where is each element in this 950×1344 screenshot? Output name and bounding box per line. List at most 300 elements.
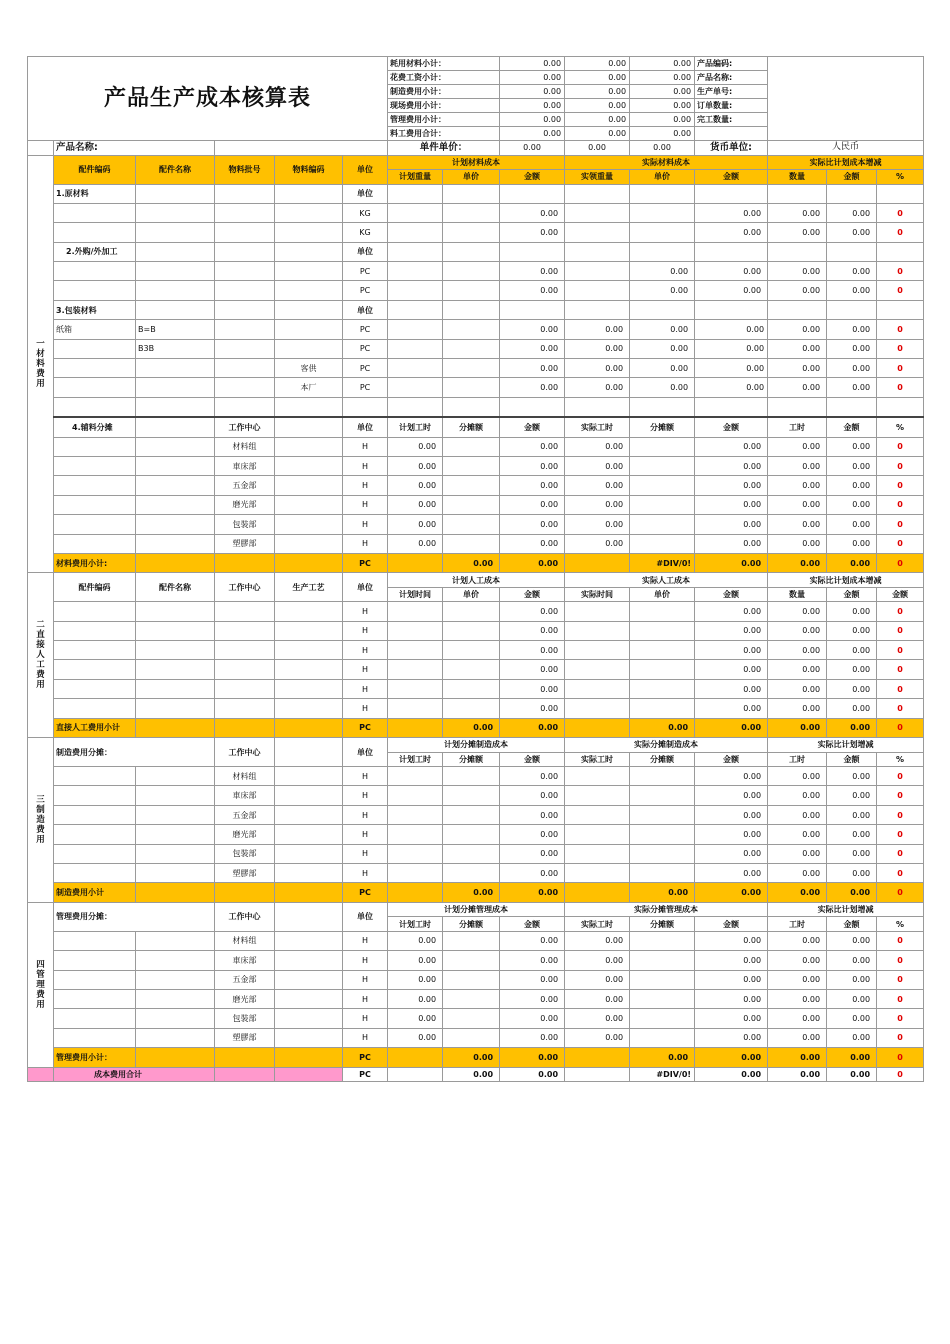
value-cell: 0.00 xyxy=(768,1067,827,1082)
blank-cell xyxy=(443,359,500,378)
value-cell: 0.00 xyxy=(500,805,565,824)
part-name-cell: B3B xyxy=(136,339,215,358)
blank-cell xyxy=(443,602,500,621)
top-right-label: 订单数量: xyxy=(695,99,768,113)
percent-cell: 0 xyxy=(877,437,924,456)
top-right-label: 完工数量: xyxy=(695,113,768,127)
col-header: 配件编码 xyxy=(54,155,136,184)
sub-header: 计划工时 xyxy=(388,917,443,932)
blank-cell xyxy=(565,621,630,640)
blank-cell xyxy=(275,738,343,767)
unit-cell: H xyxy=(343,602,388,621)
percent-cell: 0 xyxy=(877,767,924,786)
blank-cell xyxy=(54,262,136,281)
blank-cell xyxy=(275,931,343,950)
col-header: 金额 xyxy=(695,417,768,437)
unit-cell: PC xyxy=(343,359,388,378)
mfg-header-row xyxy=(28,738,924,753)
total-label: 成本费用合计 xyxy=(54,1067,215,1082)
unit-cell: H xyxy=(343,989,388,1008)
value-cell: 0.00 xyxy=(388,534,443,553)
blank-cell xyxy=(54,456,136,475)
blank-cell xyxy=(54,397,136,417)
percent-cell: 0 xyxy=(877,844,924,863)
group-header: 计划人工成本 xyxy=(388,573,565,588)
blank-cell xyxy=(388,223,443,242)
work-center-cell: 材料组 xyxy=(215,931,275,950)
blank-cell xyxy=(695,397,768,417)
value-cell: 0.00 xyxy=(500,553,565,572)
top-value: 0.00 xyxy=(565,127,630,141)
sub-header: % xyxy=(877,917,924,932)
material-code-cell xyxy=(275,320,343,339)
blank-cell xyxy=(215,262,275,281)
value-cell: 0.00 xyxy=(827,320,877,339)
value-cell: 0.00 xyxy=(630,320,695,339)
value-cell: 0.00 xyxy=(827,602,877,621)
unit-price-value: 0.00 xyxy=(565,141,630,156)
blank-cell xyxy=(565,1048,630,1067)
unit-cell: H xyxy=(343,767,388,786)
value-cell: 0.00 xyxy=(768,515,827,534)
value-cell: 0.00 xyxy=(827,262,877,281)
work-center-cell: 車床部 xyxy=(215,951,275,970)
value-cell: 0.00 xyxy=(500,495,565,514)
sub-header: 金额 xyxy=(695,170,768,185)
value-cell: 0.00 xyxy=(827,621,877,640)
unit-cell: H xyxy=(343,679,388,698)
value-cell: 0.00 xyxy=(500,931,565,950)
table-row xyxy=(28,951,924,970)
percent-cell: 0 xyxy=(877,515,924,534)
blank-cell xyxy=(136,262,215,281)
blank-cell xyxy=(630,699,695,718)
part-name-cell xyxy=(136,378,215,397)
value-cell: 0.00 xyxy=(695,970,768,989)
percent-cell: 0 xyxy=(877,534,924,553)
blank-cell xyxy=(388,786,443,805)
top-value: 0.00 xyxy=(630,99,695,113)
blank-cell xyxy=(877,242,924,261)
blank-cell xyxy=(443,223,500,242)
blank-cell xyxy=(343,397,388,417)
percent-cell: 0 xyxy=(877,320,924,339)
blank-cell xyxy=(275,621,343,640)
subtotal-label: 制造费用小计 xyxy=(54,883,136,902)
work-center-cell: 磨光部 xyxy=(215,495,275,514)
blank-cell xyxy=(54,970,136,989)
value-cell: 0.00 xyxy=(695,844,768,863)
col-header: 配件编码 xyxy=(54,573,136,602)
material-code-cell: 客供 xyxy=(275,359,343,378)
blank-cell xyxy=(630,456,695,475)
value-cell: 0.00 xyxy=(827,786,877,805)
blank-cell xyxy=(136,621,215,640)
value-cell: #DIV/0! xyxy=(630,553,695,572)
value-cell: 0.00 xyxy=(500,621,565,640)
value-cell: 0.00 xyxy=(768,223,827,242)
blank-cell xyxy=(630,844,695,863)
value-cell: 0.00 xyxy=(500,767,565,786)
blank-cell xyxy=(827,242,877,261)
sub-header: 金额 xyxy=(827,587,877,602)
value-cell: 0.00 xyxy=(565,515,630,534)
group-header: 实际分摊制造成本 xyxy=(565,738,768,753)
blank-cell xyxy=(565,262,630,281)
unit-header: 单位 xyxy=(343,300,388,319)
col-header: 物料编码 xyxy=(275,155,343,184)
top-row xyxy=(28,57,924,71)
value-cell: 0.00 xyxy=(695,1028,768,1047)
value-cell: 0.00 xyxy=(768,281,827,300)
blank-cell xyxy=(443,184,500,203)
value-cell: 0.00 xyxy=(565,1028,630,1047)
top-right-label xyxy=(695,127,768,141)
blank-cell xyxy=(388,1048,443,1067)
material-code-cell xyxy=(275,339,343,358)
top-value: 0.00 xyxy=(500,99,565,113)
blank-cell xyxy=(54,805,136,824)
value-cell: 0.00 xyxy=(500,456,565,475)
sub-header: % xyxy=(877,752,924,767)
col-header: 分摊额 xyxy=(630,417,695,437)
value-cell: 0.00 xyxy=(768,534,827,553)
top-right-label: 产品编码: xyxy=(695,57,768,71)
part-name-cell xyxy=(136,359,215,378)
table-row xyxy=(28,359,924,378)
blank-cell xyxy=(565,786,630,805)
value-cell: 0.00 xyxy=(827,767,877,786)
blank-cell xyxy=(136,931,215,950)
blank-cell xyxy=(630,397,695,417)
value-cell: 0.00 xyxy=(768,931,827,950)
unit-cell: H xyxy=(343,931,388,950)
table-row xyxy=(28,602,924,621)
value-cell: 0.00 xyxy=(500,1067,565,1082)
blank-cell xyxy=(388,359,443,378)
blank-cell xyxy=(136,602,215,621)
value-cell: 0.00 xyxy=(500,883,565,902)
blank-cell xyxy=(443,864,500,883)
blank-cell xyxy=(275,660,343,679)
unit-cell: H xyxy=(343,844,388,863)
top-label: 管理费用小计： xyxy=(388,113,500,127)
sub-header: 分摊额 xyxy=(630,752,695,767)
blank-cell xyxy=(500,242,565,261)
unit-price-label: 单件单价： xyxy=(388,141,500,156)
value-cell: 0.00 xyxy=(500,281,565,300)
blank-cell xyxy=(136,281,215,300)
blank-cell xyxy=(275,1009,343,1028)
blank-cell xyxy=(136,437,215,456)
blank-cell xyxy=(443,660,500,679)
value-cell: 0.00 xyxy=(827,1067,877,1082)
col-header: 工作中心 xyxy=(215,902,275,931)
total-row xyxy=(28,1067,924,1082)
blank-cell xyxy=(215,883,275,902)
blank-cell xyxy=(565,660,630,679)
blank-cell xyxy=(275,902,343,931)
group-header: 计划材料成本 xyxy=(388,155,565,170)
value-cell: 0.00 xyxy=(827,660,877,679)
value-cell: 0.00 xyxy=(827,989,877,1008)
value-cell: 0.00 xyxy=(443,718,500,737)
unit-cell: PC xyxy=(343,553,388,572)
table-row xyxy=(28,495,924,514)
value-cell: 0.00 xyxy=(827,515,877,534)
blank-cell xyxy=(136,786,215,805)
value-cell: 0.00 xyxy=(827,476,877,495)
blank-cell xyxy=(54,844,136,863)
blank-cell xyxy=(28,1067,54,1082)
blank-cell xyxy=(443,621,500,640)
work-center-cell: 塑膠部 xyxy=(215,534,275,553)
unit-cell: PC xyxy=(343,1067,388,1082)
value-cell: 0.00 xyxy=(827,970,877,989)
value-cell: 0.00 xyxy=(768,320,827,339)
top-value: 0.00 xyxy=(500,71,565,85)
blank-cell xyxy=(827,397,877,417)
table-row xyxy=(28,1028,924,1047)
value-cell: 0.00 xyxy=(565,951,630,970)
blank-cell xyxy=(877,397,924,417)
blank-cell xyxy=(388,825,443,844)
blank-cell xyxy=(443,679,500,698)
blank-cell xyxy=(565,203,630,222)
blank-cell xyxy=(630,515,695,534)
blank-cell xyxy=(443,951,500,970)
blank-cell xyxy=(136,300,215,319)
value-cell: 0.00 xyxy=(768,679,827,698)
blank-cell xyxy=(695,242,768,261)
blank-cell xyxy=(630,300,695,319)
sub-header: 单价 xyxy=(630,587,695,602)
blank-cell xyxy=(768,242,827,261)
blank-cell xyxy=(565,883,630,902)
unit-cell: H xyxy=(343,1009,388,1028)
table-row xyxy=(28,970,924,989)
blank-cell xyxy=(388,767,443,786)
blank-cell xyxy=(136,1009,215,1028)
group-header: 计划分摊制造成本 xyxy=(388,738,565,753)
blank-cell xyxy=(54,951,136,970)
value-cell: 0.00 xyxy=(500,1009,565,1028)
blank-cell xyxy=(54,476,136,495)
blank-cell xyxy=(630,621,695,640)
section-manufacturing: 三制造费用 xyxy=(28,738,54,903)
blank-cell xyxy=(630,679,695,698)
blank-cell xyxy=(54,515,136,534)
blank-cell xyxy=(388,602,443,621)
value-cell: 0.00 xyxy=(695,1009,768,1028)
value-cell: 0.00 xyxy=(695,699,768,718)
blank-cell xyxy=(215,718,275,737)
blank-cell xyxy=(54,931,136,950)
blank-cell xyxy=(695,184,768,203)
value-cell: 0.00 xyxy=(768,339,827,358)
blank-cell xyxy=(215,699,275,718)
work-center-cell: 包裝部 xyxy=(215,844,275,863)
blank-cell xyxy=(215,281,275,300)
category-label: 1.原材料 xyxy=(54,184,136,203)
unit-cell: PC xyxy=(343,262,388,281)
blank-cell xyxy=(500,397,565,417)
value-cell: 0.00 xyxy=(695,621,768,640)
value-cell: 0.00 xyxy=(695,262,768,281)
table-row xyxy=(28,825,924,844)
unit-cell: H xyxy=(343,641,388,660)
value-cell: 0.00 xyxy=(630,262,695,281)
unit-cell: H xyxy=(343,699,388,718)
value-cell: 0.00 xyxy=(768,1009,827,1028)
value-cell: 0.00 xyxy=(500,476,565,495)
blank-cell xyxy=(630,864,695,883)
value-cell: 0.00 xyxy=(500,339,565,358)
sub-header: 实际时间 xyxy=(565,587,630,602)
blank-cell xyxy=(443,844,500,863)
value-cell: 0.00 xyxy=(500,660,565,679)
blank-cell xyxy=(443,437,500,456)
blank-cell xyxy=(215,1067,275,1082)
value-cell: 0.00 xyxy=(500,641,565,660)
subtotal-row xyxy=(28,1048,924,1067)
unit-cell: H xyxy=(343,456,388,475)
work-center-cell: 車床部 xyxy=(215,786,275,805)
percent-cell: 0 xyxy=(877,1067,924,1082)
value-cell: 0.00 xyxy=(827,883,877,902)
table-row xyxy=(28,767,924,786)
blank-cell xyxy=(388,203,443,222)
sub-header: 工时 xyxy=(768,917,827,932)
blank-cell xyxy=(136,641,215,660)
unit-cell: H xyxy=(343,970,388,989)
value-cell: 0.00 xyxy=(388,476,443,495)
value-cell: 0.00 xyxy=(500,437,565,456)
percent-cell: 0 xyxy=(877,718,924,737)
blank-cell xyxy=(136,553,215,572)
value-cell: 0.00 xyxy=(827,378,877,397)
blank-cell xyxy=(388,378,443,397)
percent-cell: 0 xyxy=(877,989,924,1008)
group-header: 实际材料成本 xyxy=(565,155,768,170)
percent-cell: 0 xyxy=(877,281,924,300)
unit-cell: KG xyxy=(343,223,388,242)
col-header: 工作中心 xyxy=(215,573,275,602)
table-row xyxy=(28,805,924,824)
unit-cell: H xyxy=(343,495,388,514)
value-cell: 0.00 xyxy=(565,495,630,514)
blank-cell xyxy=(275,281,343,300)
col-header: 计划工时 xyxy=(388,417,443,437)
sub-header: 金额 xyxy=(500,752,565,767)
top-right-label: 生产单号: xyxy=(695,85,768,99)
blank-cell xyxy=(443,262,500,281)
value-cell: 0.00 xyxy=(630,339,695,358)
value-cell: 0.00 xyxy=(768,1028,827,1047)
blank-cell xyxy=(565,602,630,621)
blank-cell xyxy=(630,242,695,261)
unit-cell: H xyxy=(343,515,388,534)
blank-cell xyxy=(443,515,500,534)
blank-cell xyxy=(443,805,500,824)
blank-cell xyxy=(136,825,215,844)
section-material: 一材料费用 xyxy=(28,155,54,573)
unit-cell: H xyxy=(343,825,388,844)
group-header: 实际比计划成本增减 xyxy=(768,573,924,588)
blank-cell xyxy=(388,844,443,863)
top-value: 0.00 xyxy=(500,127,565,141)
table-row xyxy=(28,641,924,660)
value-cell: 0.00 xyxy=(827,699,877,718)
blank-cell xyxy=(565,300,630,319)
table-row xyxy=(28,437,924,456)
blank-cell xyxy=(630,476,695,495)
value-cell: 0.00 xyxy=(500,203,565,222)
value-cell: 0.00 xyxy=(827,281,877,300)
value-cell: 0.00 xyxy=(388,931,443,950)
value-cell: 0.00 xyxy=(827,805,877,824)
table-row xyxy=(28,534,924,553)
value-cell: 0.00 xyxy=(695,515,768,534)
value-cell: 0.00 xyxy=(500,1028,565,1047)
percent-cell: 0 xyxy=(877,660,924,679)
sub-header: 分摊额 xyxy=(630,917,695,932)
blank-cell xyxy=(275,1067,343,1082)
sub-header: 金额 xyxy=(827,752,877,767)
value-cell: 0.00 xyxy=(695,989,768,1008)
sub-header: 金额 xyxy=(500,587,565,602)
value-cell: 0.00 xyxy=(827,203,877,222)
unit-price-value: 0.00 xyxy=(500,141,565,156)
blank-cell xyxy=(565,397,630,417)
value-cell: 0.00 xyxy=(443,1067,500,1082)
work-center-cell: 包裝部 xyxy=(215,1009,275,1028)
value-cell: 0.00 xyxy=(388,1028,443,1047)
sub-header: 工时 xyxy=(768,752,827,767)
value-cell: 0.00 xyxy=(565,970,630,989)
value-cell: 0.00 xyxy=(388,456,443,475)
value-cell: 0.00 xyxy=(565,320,630,339)
sheet-title: 产品生产成本核算表 xyxy=(28,57,388,141)
value-cell: 0.00 xyxy=(695,679,768,698)
info-row xyxy=(28,141,924,156)
blank-cell xyxy=(443,931,500,950)
sub-header: 分摊额 xyxy=(443,752,500,767)
category-label: 2.外购/外加工 xyxy=(54,242,136,261)
blank-cell xyxy=(565,767,630,786)
mat-header-row xyxy=(28,155,924,170)
value-cell: 0.00 xyxy=(768,621,827,640)
work-center-cell: 五金部 xyxy=(215,970,275,989)
percent-cell: 0 xyxy=(877,1028,924,1047)
value-cell: 0.00 xyxy=(768,951,827,970)
work-center-cell: 五金部 xyxy=(215,805,275,824)
value-cell: 0.00 xyxy=(695,223,768,242)
sub-header: 单价 xyxy=(630,170,695,185)
blank-cell xyxy=(630,203,695,222)
top-value: 0.00 xyxy=(565,99,630,113)
blank-cell xyxy=(136,951,215,970)
value-cell: 0.00 xyxy=(500,825,565,844)
blank-cell xyxy=(565,641,630,660)
group-header: 实际人工成本 xyxy=(565,573,768,588)
subtotal-row xyxy=(28,553,924,572)
unit-cell: H xyxy=(343,786,388,805)
blank-cell xyxy=(136,679,215,698)
value-cell: 0.00 xyxy=(500,515,565,534)
value-cell: 0.00 xyxy=(500,378,565,397)
percent-cell: 0 xyxy=(877,621,924,640)
